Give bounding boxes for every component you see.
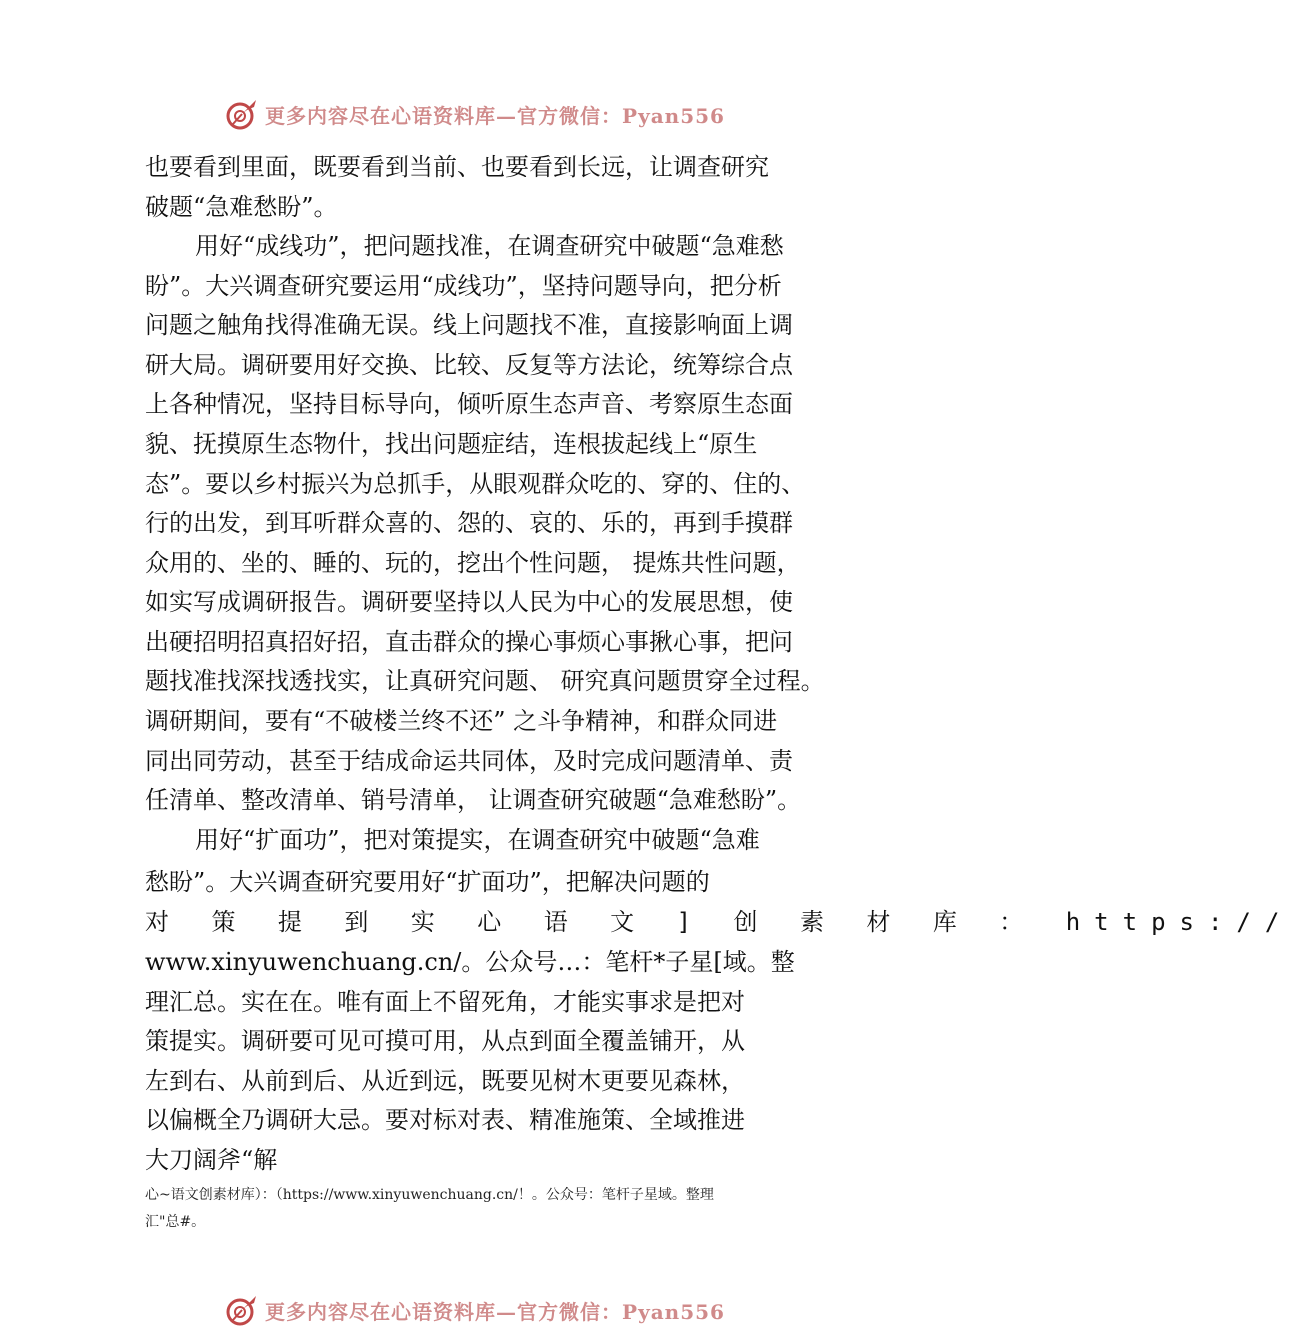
body-line: 同出同劳动，甚至于结成命运共同体，及时完成问题清单、责	[145, 747, 793, 775]
body-line: 问题之触角找得准确无误。线上问题找不准，直接影响面上调	[145, 311, 793, 339]
body-line: 行的出发，到耳听群众喜的、怨的、哀的、乐的，再到手摸群	[145, 509, 793, 537]
body-line: 左到右、从前到后、从近到远，既要见树木更要见森林，	[145, 1067, 745, 1095]
footnote-line: 汇"总#。	[145, 1214, 206, 1230]
body-line: 用好“成线功”，把问题找准，在调查研究中破题“急难愁	[195, 232, 784, 260]
body-line: 态”。要以乡村振兴为总抓手，从眼观群众吃的、穿的、住的、	[145, 470, 806, 498]
body-line: 出硬招明招真招好招，直击群众的操心事烦心事揪心事，把问	[145, 628, 793, 656]
footer-banner	[0, 1288, 950, 1332]
quill-logo-icon	[225, 97, 259, 131]
body-line: 如实写成调研报告。调研要坚持以人民为中心的发展思想，使	[145, 588, 793, 616]
body-line: www.xinyuwenchuang.cn/。公众号…：笔杆*子星[域。整	[145, 948, 795, 976]
body-line: 研大局。调研要用好交换、比较、反复等方法论，统筹综合点	[145, 351, 793, 379]
body-line: 也要看到里面，既要看到当前、也要看到长远，让调查研究	[145, 153, 769, 181]
body-line: 对 策 提 到 实 心 语 文 ] 创 素 材 库 ： https://	[145, 908, 1293, 936]
body-line: 众用的、坐的、睡的、玩的，挖出个性问题， 提炼共性问题，	[145, 549, 801, 577]
body-line: 上各种情况，坚持目标导向，倾听原生态声音、考察原生态面	[145, 390, 793, 418]
body-line: 理汇总。实在在。唯有面上不留死角，才能实事求是把对	[145, 988, 745, 1016]
body-line: 破题“急难愁盼”。	[145, 193, 338, 221]
body-line: 用好“扩面功”，把对策提实，在调查研究中破题“急难	[195, 826, 760, 854]
body-line: 盼”。大兴调查研究要运用“成线功”，坚持问题导向，把分析	[145, 272, 782, 300]
header-banner-text: 更多内容尽在心语资料库—官方微信：Pyan556	[265, 103, 725, 128]
footnote-line: 心~语文创素材库）：（https://www.xinyuwenchuang.cn/！。公众号：笔杆子星域。整理	[145, 1187, 714, 1203]
body-line: 大刀阔斧“解	[145, 1146, 278, 1174]
body-line: 调研期间，要有“不破楼兰终不还” 之斗争精神，和群众同进	[145, 707, 778, 735]
body-line: 貌、抚摸原生态物什，找出问题症结，连根拔起线上“原生	[145, 430, 758, 458]
body-line: 任清单、整改清单、销号清单， 让调查研究破题“急难愁盼”。	[145, 786, 802, 814]
body-line: 愁盼”。大兴调查研究要用好“扩面功”，把解决问题的	[145, 868, 710, 896]
body-line: 策提实。调研要可见可摸可用，从点到面全覆盖铺开，从	[145, 1027, 745, 1055]
body-line: 以偏概全乃调研大忌。要对标对表、精准施策、全域推进	[145, 1106, 745, 1134]
footer-banner-text: 更多内容尽在心语资料库—官方微信：Pyan556	[265, 1299, 725, 1324]
body-line: 题找准找深找透找实，让真研究问题、 研究真问题贯穿全过程。	[145, 667, 825, 695]
header-banner	[0, 92, 950, 136]
quill-logo-icon	[225, 1293, 259, 1327]
